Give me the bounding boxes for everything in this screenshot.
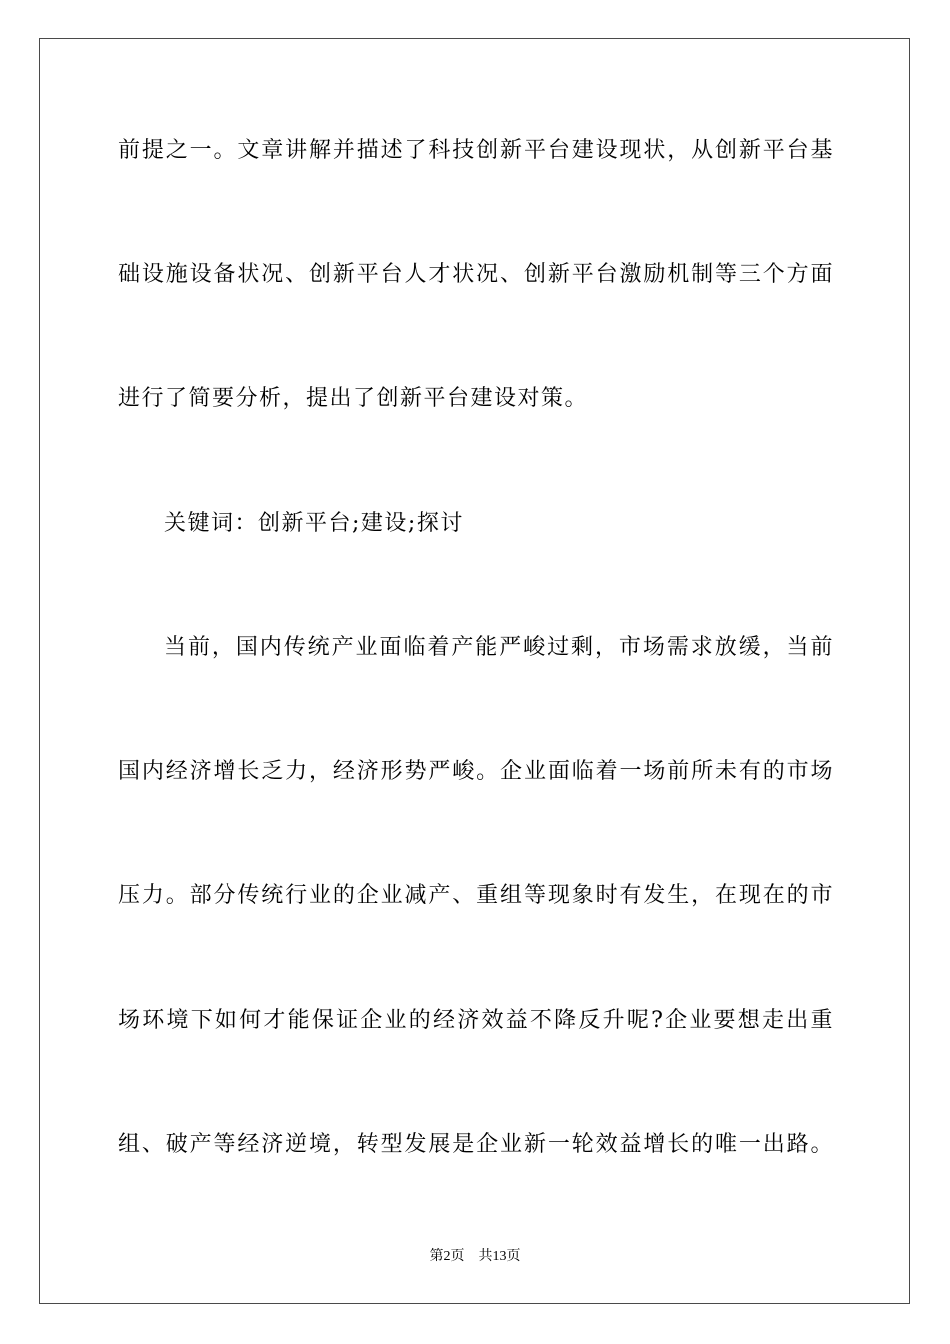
page-border bbox=[39, 38, 910, 1304]
total-pages: 共13页 bbox=[478, 1249, 521, 1264]
body-text-line: 场环境下如何才能保证企业的经济效益不降反升呢?企业要想走出重 bbox=[118, 1008, 834, 1033]
body-text-line: 国内经济增长乏力，经济形势严峻。企业面临着一场前所未有的市场 bbox=[118, 759, 834, 784]
keywords-line: 关键词：创新平台;建设;探讨 bbox=[164, 511, 464, 536]
body-text-line: 前提之一。文章讲解并描述了科技创新平台建设现状，从创新平台基 bbox=[118, 138, 834, 163]
page-footer bbox=[0, 1248, 950, 1266]
body-text-line: 组、破产等经济逆境，转型发展是企业新一轮效益增长的唯一出路。 bbox=[118, 1132, 834, 1157]
page-number: 第2页 bbox=[429, 1249, 465, 1264]
body-text-line: 当前，国内传统产业面临着产能严峻过剩，市场需求放缓，当前 bbox=[164, 635, 834, 660]
body-text-line: 进行了简要分析，提出了创新平台建设对策。 bbox=[118, 386, 589, 411]
body-text-line: 压力。部分传统行业的企业减产、重组等现象时有发生，在现在的市 bbox=[118, 883, 834, 908]
body-text-line: 础设施设备状况、创新平台人才状况、创新平台激励机制等三个方面 bbox=[118, 262, 834, 287]
